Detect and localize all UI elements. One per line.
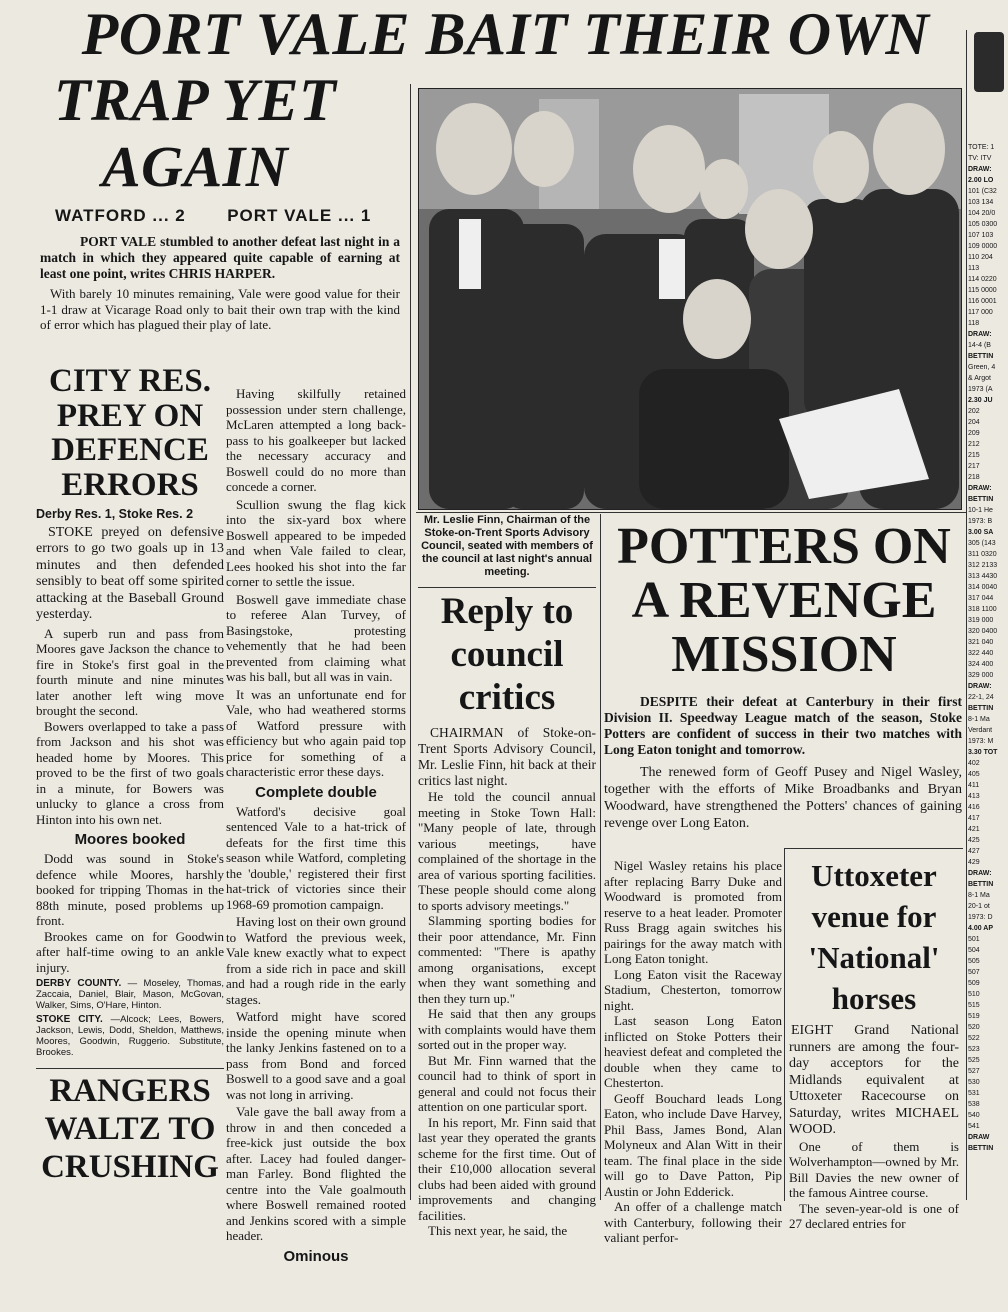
city-para1: STOKE preyed on defensive errors to go two goals up in 13 minutes and then defended sensibly to beat off some spirited attacking at the Baseball Ground yesterday. [36, 524, 224, 623]
sidebar-line: 212 [968, 441, 980, 448]
sidebar-line: 107 103 [968, 232, 994, 239]
sidebar-line: 215 [968, 452, 980, 459]
sidebar-line: 319 000 [968, 617, 994, 624]
sidebar-line: 538 [968, 1101, 980, 1108]
city-para4: Dodd was sound in Stoke's defence while Moores, harshly booked for tripping Thomas in the 88th minute, posed problems up front. [36, 851, 224, 929]
sidebar-line: 321 040 [968, 639, 994, 646]
sidebar-line: 522 [968, 1035, 980, 1042]
main-headline-line1: PORT VALE BAIT THEIR OWN [81, 1, 930, 67]
racing-sidebar [968, 142, 1008, 1312]
main-story-intro-block [40, 234, 400, 333]
sidebar-line: 104 20/0 [968, 210, 996, 217]
sidebar-line: 114 0220 [968, 276, 997, 283]
uttoxeter-headline-line4: horses [831, 981, 917, 1016]
sidebar-line: 1973: D [968, 914, 993, 921]
sidebar-line: 411 [968, 782, 980, 789]
council-story [418, 590, 596, 1238]
sidebar-line: 2.30 JU [968, 397, 993, 404]
sidebar-line: 530 [968, 1079, 980, 1086]
sidebar-line: 305 (143 [968, 540, 996, 547]
sidebar-line: 523 [968, 1046, 980, 1053]
sidebar-line: 312 2133 [968, 562, 998, 569]
sidebar-line: TOTE: 1 [968, 144, 995, 151]
sidebar-line: 421 [968, 826, 980, 833]
sidebar-line: TV: ITV [968, 155, 992, 162]
council-headline-line2: council [450, 634, 564, 675]
sidebar-line: DRAW: [968, 683, 992, 690]
sidebar-line: 8-1 Ma [968, 716, 990, 723]
council-para1: CHAIRMAN of Stoke-on-Trent Sports Advisory Council, Mr. Leslie Finn, hit back at their critics last night. [418, 725, 596, 788]
city-subhead: Moores booked [74, 831, 186, 849]
potters-para4: Last season Long Eaton inflicted on Stoke Potters their heaviest defeat and completed the double when they came to Chesterton. [604, 1013, 782, 1090]
potters-column [604, 858, 782, 1245]
uttoxeter-para3: The seven-year-old is one of 27 declared entries for [789, 1200, 959, 1231]
sidebar-line: 22-1, 24 [968, 694, 994, 701]
sidebar-line: 113 [968, 265, 980, 272]
council-para6: In his report, Mr. Finn said that last year they operated the grants scheme for the first time. Out of their £10,000 allocation several clubs had been aided with ground improvements and changing facilities. [418, 1114, 596, 1223]
sidebar-line: DRAW: [968, 485, 992, 492]
sidebar-line: 510 [968, 991, 980, 998]
potters-para2: Nigel Wasley retains his place after replacing Barry Duke and Woodward is promoted from reserve to a heat leader. Promoter Russ Bragg again switches his pairings for the away match with Long Eaton tonight. [604, 858, 782, 966]
sidebar-line: 413 [968, 793, 980, 800]
photo-illustration [419, 89, 961, 509]
city-para2: A superb run and pass from Moores gave Jackson the chance to fire in Stoke's first goal in the fourth minute and nine minutes later another left wing move brought the second. [36, 625, 224, 719]
council-para3: Slamming sporting bodies for their poor attendance, Mr. Finn commented: "There is apathy among organisations, except when they want something and then they turn up." [418, 913, 596, 1006]
rangers-headline-line1: RANGERS [49, 1073, 211, 1109]
city-para5: Brookes came on for Goodwin after half-time owing to an ankle injury. [36, 928, 224, 975]
stoke-team-names: —Alcock; Lees, Bowers, Jackson, Lewis, Dodd, Sheldon, Matthews, Moores, Goodwin, Ruggerio. Substitute, Brookes. [36, 1014, 224, 1059]
sidebar-line: DRAW: [968, 166, 992, 173]
council-para7: This next year, he said, the [428, 1223, 568, 1238]
sidebar-line: 109 0000 [968, 243, 998, 250]
sidebar-line: 1973 (A [968, 386, 993, 393]
sidebar-line: 4.00 AP [968, 925, 994, 932]
sidebar-line: 527 [968, 1068, 980, 1075]
main-headline-line3: AGAIN [101, 134, 289, 199]
sidebar-line: 10-1 He [968, 507, 993, 514]
sidebar-logo-icon [974, 32, 1004, 92]
potters-para3: Long Eaton visit the Raceway Stadium, Chesterton, tomorrow night. [604, 966, 782, 1013]
sidebar-line: 313 4430 [968, 573, 998, 580]
score-line [55, 206, 400, 226]
council-meeting-photo [418, 88, 962, 510]
potters-headline [604, 520, 964, 682]
sidebar-line: 520 [968, 1024, 980, 1031]
stoke-team-list [36, 1014, 224, 1058]
sidebar-line: 202 [968, 408, 980, 415]
main-story-para6: Watford's decisive goal sentenced Vale to a hat-trick of defeats for the first time this season while Watford, completing the 'double,' registered their first hat-trick of victories since their 1968-69 promotion campaign. [226, 803, 406, 912]
rangers-headline [36, 1072, 224, 1186]
sidebar-line: 417 [968, 815, 980, 822]
sidebar-line: 105 0300 [968, 221, 998, 228]
derby-team-list [36, 978, 224, 1011]
main-story-column [226, 386, 406, 1265]
sidebar-line: 507 [968, 969, 980, 976]
main-story-subhead1: Complete double [255, 783, 377, 801]
sidebar-line: 402 [968, 760, 980, 767]
sidebar-line: 505 [968, 958, 980, 965]
potters-intro-block [604, 694, 962, 832]
council-para5: But Mr. Finn warned that the council had to think of sport in general and could not focus their attention on one particular sport. [418, 1052, 596, 1114]
score-home: WATFORD ... 2 [55, 206, 186, 225]
main-headline-line2: TRAP YET [53, 67, 337, 133]
city-headline-line4: ERRORS [61, 466, 199, 503]
potters-para5: Geoff Bouchard leads Long Eaton, who include Dave Harvey, Phil Bass, James Bond, Alan Molyneux and Alan Witt in their team. The final place in the side will go to Dave Patton, Pip Austin or John Edderick. [604, 1090, 782, 1199]
main-story-para3: Scullion swung the flag kick into the six-yard box where Boswell appeared to be impeded and when Vale failed to clear, Lees hooked his shot into the far corner to settle the issue. [226, 496, 406, 589]
sidebar-line: 425 [968, 837, 980, 844]
uttoxeter-headline-line1: Uttoxeter [811, 858, 937, 893]
uttoxeter-para2: One of them is Wolverhampton—owned by Mr. Bill Davies the new owner of the famous Aintree course. [789, 1138, 959, 1200]
sidebar-line: 317 044 [968, 595, 994, 602]
derby-team-names: — Moseley, Thomas, Zaccaia, Daniel, Blair, Mason, McGovan, Walker, Sims, O'Hare, Hinton. [36, 978, 225, 1012]
sidebar-line: 115 0000 [968, 287, 997, 294]
main-story-para9: Vale gave the ball away from a throw in and then conceded a free-kick just outside the box after. Lacey had fouled danger-man Farley. Bond flighted the centre into the Vale goalmouth where Boswell remained rooted and Jenkins scored with a simple header. [226, 1104, 406, 1243]
sidebar-line: 504 [968, 947, 980, 954]
council-headline-line1: Reply to [440, 591, 574, 632]
sidebar-line: Verdant [968, 727, 993, 734]
main-story-para2: Having skilfully retained possession under stern challenge, McLaren attempted a long back-pass to his goalkeeper but lacked the necessary accuracy and Boswell could do no more than concede a corner. [226, 386, 406, 494]
sidebar-line: DRAW [968, 1134, 990, 1141]
score-away: PORT VALE ... 1 [227, 206, 372, 225]
sidebar-line: 218 [968, 474, 980, 481]
potters-para1: The renewed form of Geoff Pusey and Nigel Wasley, together with the efforts of Mike Broadbanks and Bryan Woodward, have strengthened the Potters' chances of gaining revenge over Long Eaton. [604, 765, 962, 831]
sidebar-line: BETTIN [968, 881, 994, 888]
sidebar-line: BETTIN [968, 1145, 994, 1152]
potters-headline-line3: MISSION [671, 626, 897, 683]
sidebar-line: 14-4 (B [968, 342, 991, 349]
sidebar-line: 8-1 Ma [968, 892, 990, 899]
sidebar-line: 204 [968, 419, 980, 426]
city-result: Derby Res. 1, Stoke Res. 2 [36, 506, 194, 521]
sidebar-line: 20-1 ot [968, 903, 990, 910]
main-story-para8: Watford might have scored inside the opening minute when the lanky Jenkins fastened on to a pass from Bond and forced Boswell to a good save and a goal was not long in arriving. [226, 1009, 406, 1102]
sidebar-line: 329 000 [968, 672, 994, 679]
sidebar-line: 531 [968, 1090, 980, 1097]
derby-team-label: DERBY COUNTY. [36, 978, 122, 990]
council-para4: He said that then any groups with complaints would have them sorted out in the proper way. [418, 1006, 596, 1052]
sidebar-line: 117 000 [968, 309, 993, 316]
city-headline-line2: PREY ON [56, 397, 204, 434]
sidebar-line: 118 [968, 320, 980, 327]
sidebar-line: 405 [968, 771, 980, 778]
sidebar-line: 3.00 SA [968, 529, 994, 536]
council-headline-line3: critics [458, 677, 556, 718]
uttoxeter-headline-line2: venue for [811, 899, 937, 934]
sidebar-line: 314 0040 [968, 584, 998, 591]
main-story-subhead2: Ominous [283, 1247, 349, 1265]
potters-intro: DESPITE their defeat at Canterbury in their first Division II. Speedway League match of the season, Stoke Potters are confident of success in their two matches with Long Eaton tonight and tomorrow. [604, 694, 962, 757]
sidebar-line: 541 [968, 1123, 980, 1130]
sidebar-line: Green, 4 [968, 364, 996, 371]
sidebar-line: 101 (C32 [968, 188, 997, 195]
sidebar-line: 3.30 TOT [968, 749, 998, 756]
main-story-para5: It was an unfortunate end for Vale, who had weathered storms of Watford pressure with efficiency but who again paid top price for something of a characteristic error these days. [226, 686, 406, 779]
stoke-team-label: STOKE CITY. [36, 1014, 103, 1026]
sidebar-line: 515 [968, 1002, 980, 1009]
sidebar-line: 519 [968, 1013, 980, 1020]
sidebar-line: 324 400 [968, 661, 994, 668]
sidebar-line: BETTIN [968, 705, 994, 712]
sidebar-line: DRAW: [968, 870, 992, 877]
sidebar-line: 209 [968, 430, 980, 437]
main-story-para4: Boswell gave immediate chase to referee Alan Turvey, of Basingstoke, protesting vehemently that he had been prevented from claiming what was his ball, but all was in vain. [226, 591, 406, 684]
sidebar-line: 1973: B [968, 518, 993, 525]
main-story-para7: Having lost on their own ground to Watford the previous week, Vale knew exactly what to expect from a side rich in pace and skill and had a rough ride in the early stages. [226, 914, 406, 1007]
sidebar-line: 525 [968, 1057, 980, 1064]
sidebar-line: 427 [968, 848, 980, 855]
sidebar-line: 320 0400 [968, 628, 998, 635]
rangers-headline-line3: CRUSHING [41, 1149, 219, 1185]
city-headline-line1: CITY RES. [49, 363, 211, 399]
main-story-intro: PORT VALE stumbled to another defeat last night in a match in which they appeared quite capable of earning at least one point, writes CHRIS HARPER. [40, 234, 400, 281]
potters-headline-line1: POTTERS ON [617, 518, 951, 575]
sidebar-line: 318 1100 [968, 606, 997, 613]
potters-headline-line2: A REVENGE [631, 572, 937, 629]
sidebar-line: & Argot [968, 375, 991, 382]
sidebar-line: BETTIN [968, 353, 994, 360]
sidebar-line: BETTIN [968, 496, 994, 503]
potters-para6: An offer of a challenge match with Canterbury, following their valiant perfor- [604, 1199, 782, 1245]
city-para3: Bowers overlapped to take a pass from Jackson and his shot was headed home by Moores. This proved to be the first of two goals in a minute, for Bowers was unlucky to glance a cross from Hinton into his own net. [36, 718, 224, 827]
city-story [36, 363, 225, 1059]
sidebar-line: 103 134 [968, 199, 994, 206]
sidebar-line: 116 0001 [968, 298, 997, 305]
sidebar-line: 110 204 [968, 254, 993, 261]
sidebar-line: 311 0320 [968, 551, 997, 558]
sidebar-line: 416 [968, 804, 980, 811]
sidebar-line: 509 [968, 980, 980, 987]
city-headline-line3: DEFENCE [51, 432, 209, 469]
main-story-para1: With barely 10 minutes remaining, Vale were good value for their 1-1 draw at Vicarage Road only to bait their own trap with the kind of error which has plagued their play of late. [40, 286, 400, 332]
sidebar-line: 217 [968, 463, 980, 470]
uttoxeter-box [784, 848, 963, 1231]
sidebar-line: 540 [968, 1112, 980, 1119]
sidebar-line: 322 440 [968, 650, 994, 657]
council-para2: He told the council annual meeting in Stoke Town Hall: "Many people of late, through various meetings, have complained of the shortage in the area of various sporting facilities. These people should come along to sports advisory meetings." [418, 789, 596, 913]
uttoxeter-headline-line3: 'National' [808, 940, 940, 975]
sidebar-line: 2.00 LO [968, 177, 994, 184]
sidebar-line: 501 [968, 936, 980, 943]
rangers-headline-line2: WALTZ TO [44, 1111, 216, 1147]
sidebar-line: 429 [968, 859, 980, 866]
sidebar-line: 1973: M [968, 738, 994, 745]
photo-caption: Mr. Leslie Finn, Chairman of the Stoke-on-Trent Sports Advisory Council, seated with members of the council at last night's annual meeting. [421, 514, 593, 578]
uttoxeter-para1: EIGHT Grand National runners are among the four-day acceptors for the Midlands equivalent at Uttoxeter Racecourse on Saturday, writes MICHAEL WOOD. [789, 1023, 959, 1137]
sidebar-line: DRAW: [968, 331, 992, 338]
